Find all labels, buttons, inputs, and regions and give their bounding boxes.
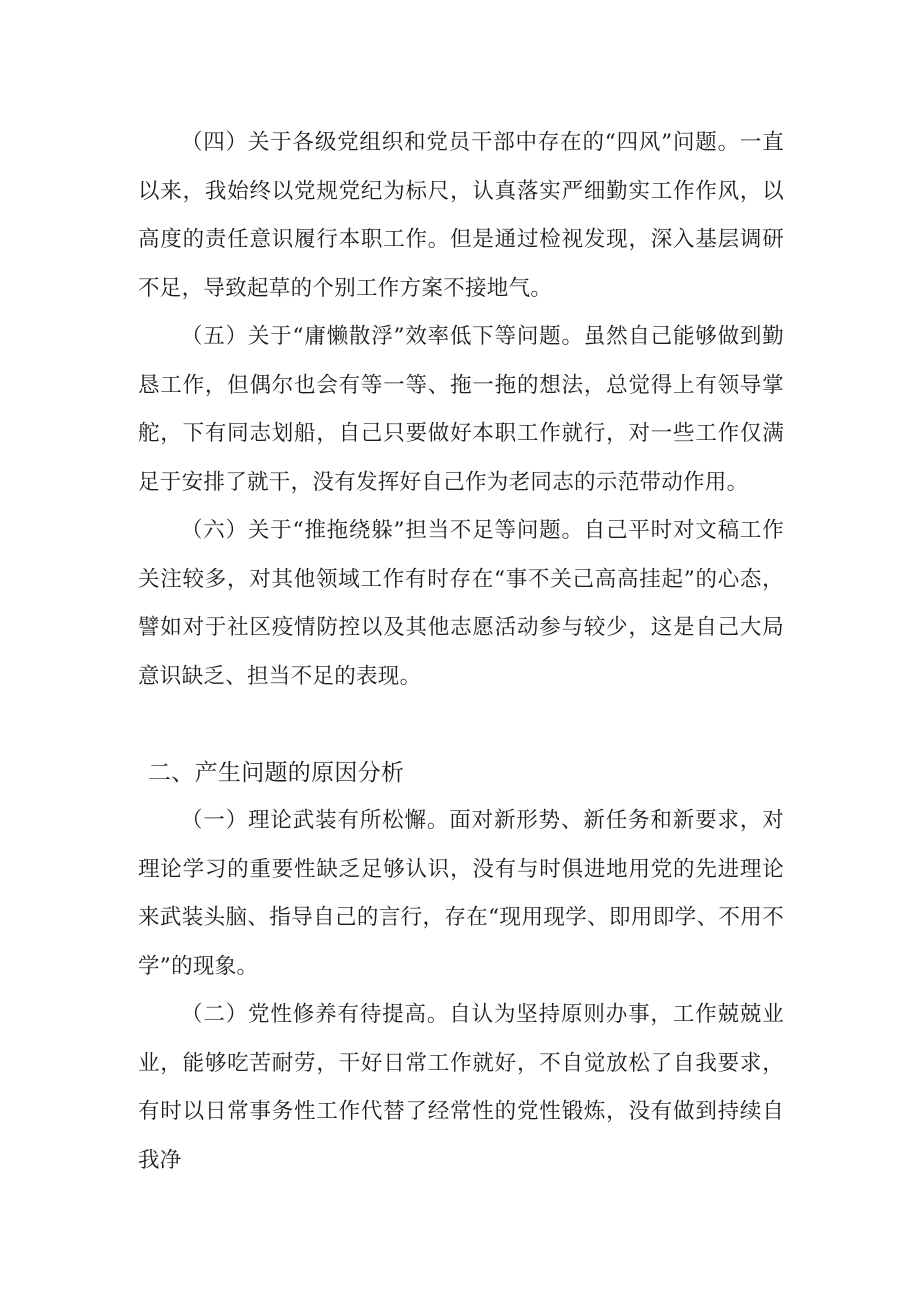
section-heading-cause-analysis: 二、产生问题的原因分析	[148, 760, 405, 786]
paragraph-four-winds: （四）关于各级党组织和党员干部中存在的“四风”问题。一直以来，我始终以党规党纪为标尺，认真落实严细勤实工作作风，以高度的责任意识履行本职工作。但是通过检视发现，深入基层调研不足，导致起草的个别工作方案不接地气。	[138, 130, 784, 301]
paragraph-responsibility: （六）关于“推拖绕躲”担当不足等问题。自己平时对文稿工作关注较多，对其他领域工作有时存在“事不关己高高挂起”的心态，譬如对于社区疫情防控以及其他志愿活动参与较少，这是自己大局意识缺乏、担当不足的表现。	[138, 518, 784, 689]
paragraph-efficiency: （五）关于“庸懒散浮”效率低下等问题。虽然自己能够做到勤恳工作，但偶尔也会有等一等、拖一拖的想法，总觉得上有领导掌舵，下有同志划船，自己只要做好本职工作就行，对一些工作仅满足于安排了就干，没有发挥好自己作为老同志的示范带动作用。	[138, 324, 784, 495]
paragraph-party-spirit: （二）党性修养有待提高。自认为坚持原则办事，工作兢兢业业，能够吃苦耐劳，干好日常工作就好，不自觉放松了自我要求，有时以日常事务性工作代替了经常性的党性锻炼，没有做到持续自我净	[138, 1002, 784, 1173]
document-page	[138, 119, 784, 1185]
paragraph-theory: （一）理论武装有所松懈。面对新形势、新任务和新要求，对理论学习的重要性缺乏足够认识，没有与时俱进地用党的先进理论来武装头脑、指导自己的言行，存在“现用现学、即用即学、不用不学”的现象。	[138, 808, 784, 979]
